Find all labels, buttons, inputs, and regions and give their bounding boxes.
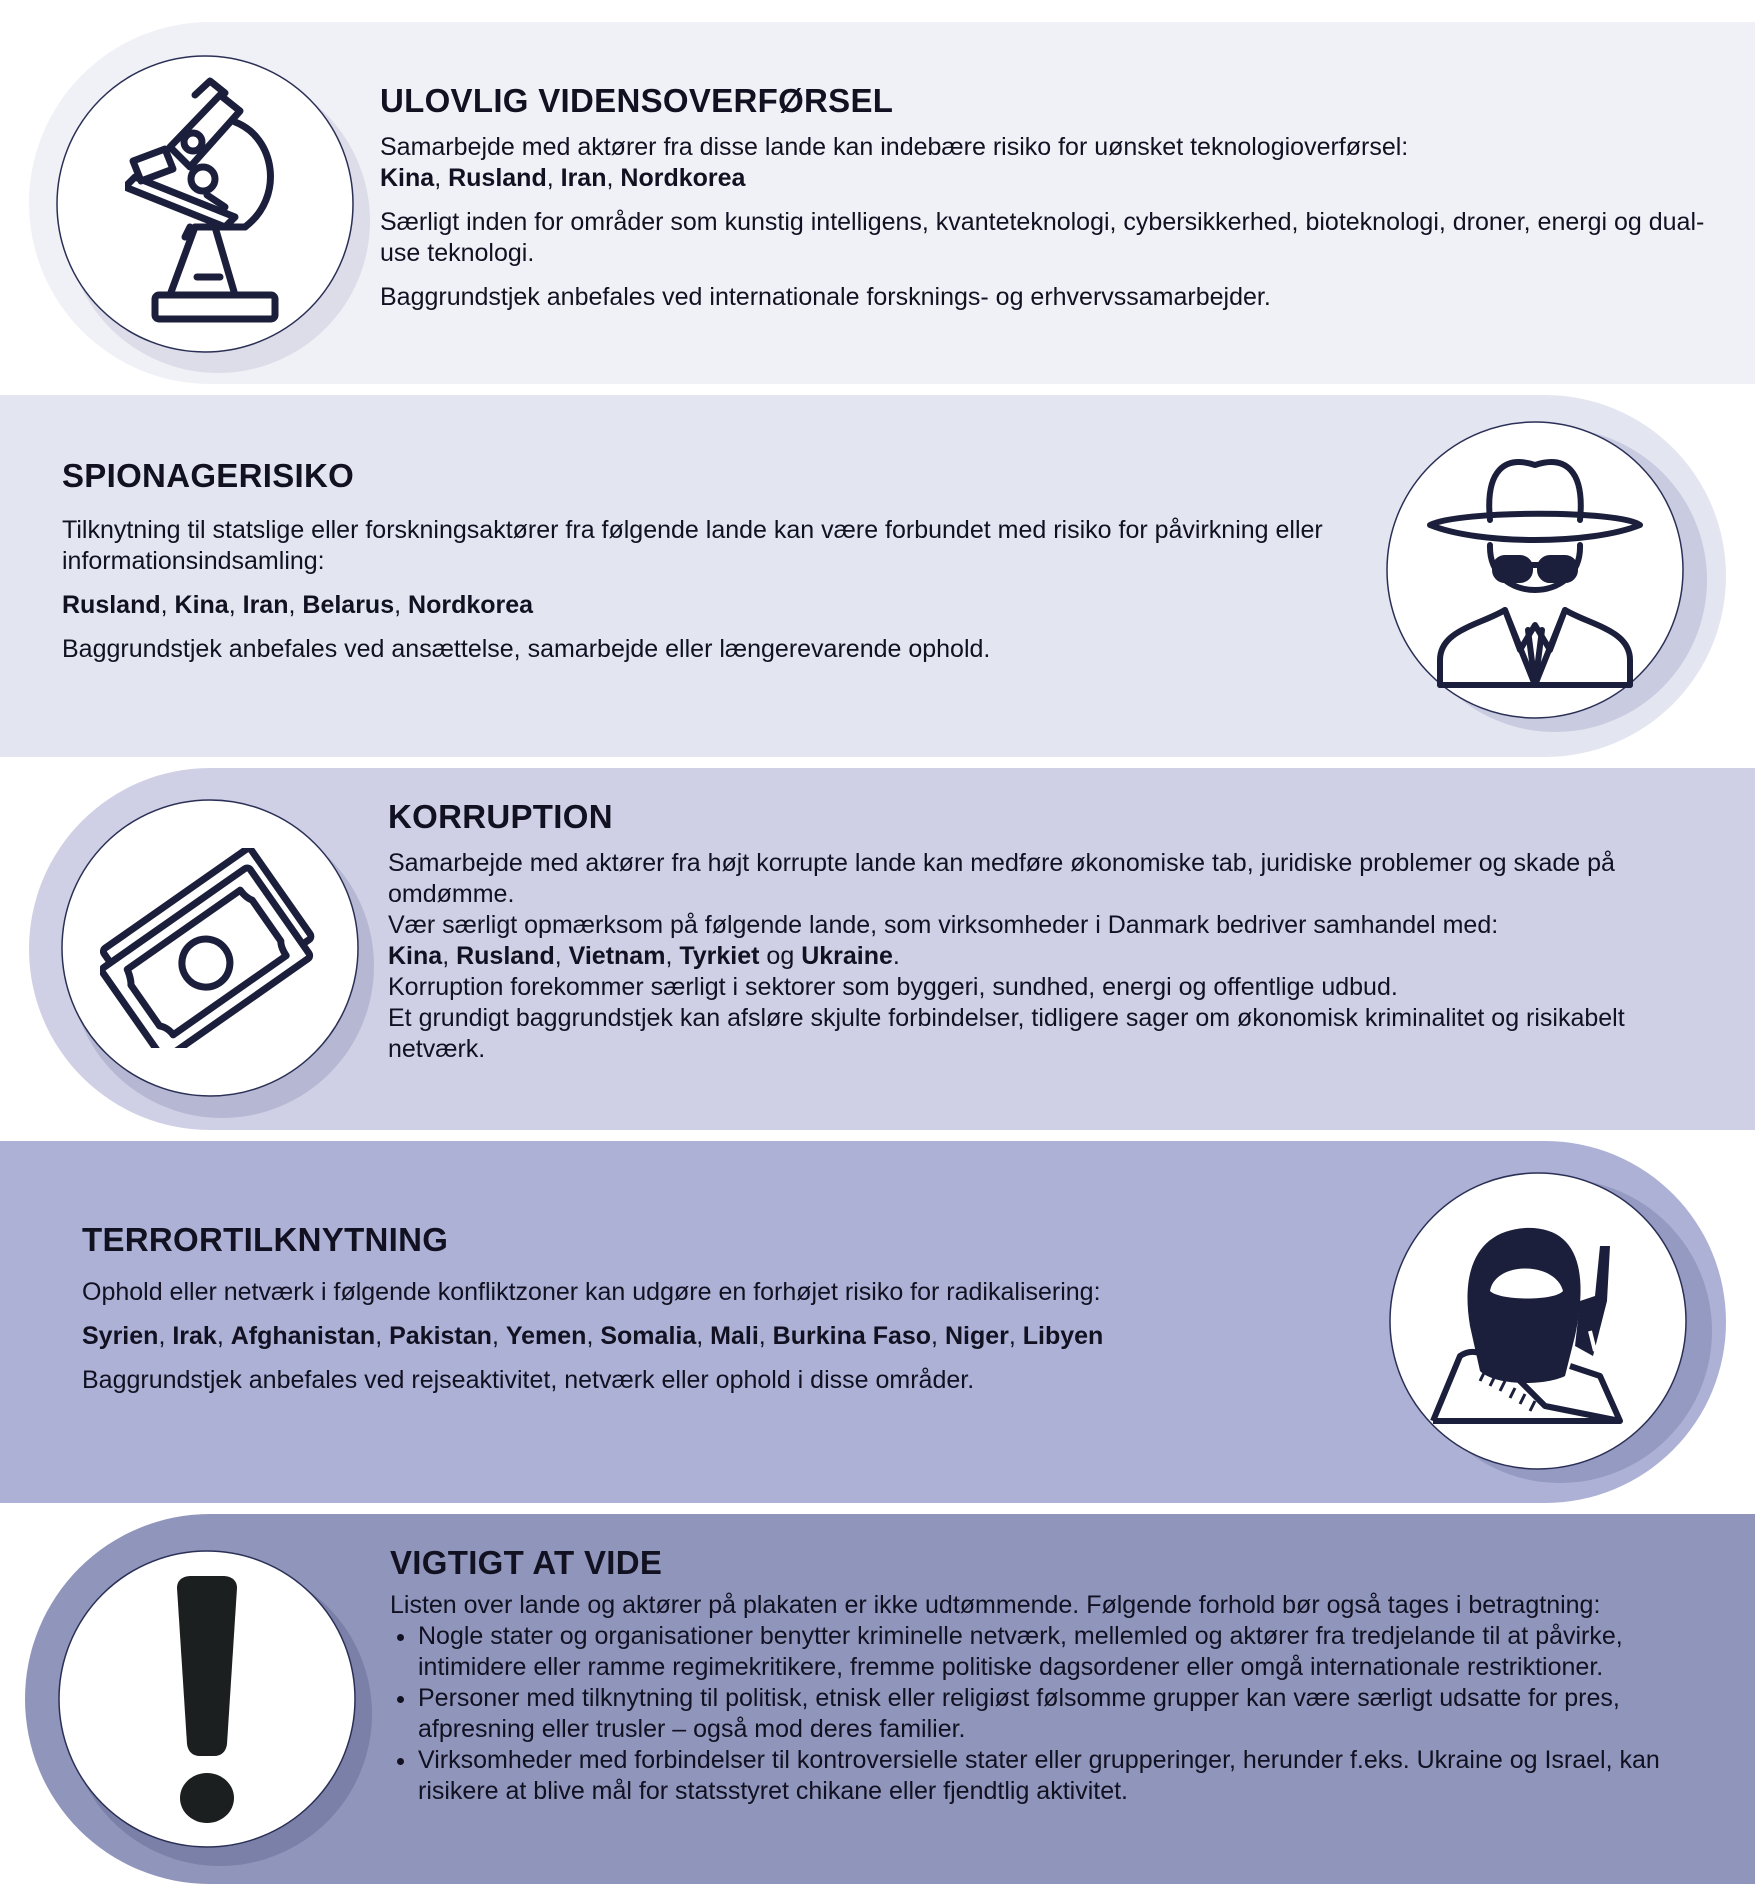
section-paragraph: Baggrundstjek anbefales ved internationale forsknings- og erhvervssamarbejder. bbox=[380, 283, 1271, 311]
section-paragraph: Korruption forekommer særligt i sektorer som byggeri, sundhed, energi og offentlige udbud. bbox=[388, 973, 1398, 1001]
section-paragraph: Baggrundstjek anbefales ved rejseaktivitet, netværk eller ophold i disse områder. bbox=[82, 1366, 975, 1394]
section-paragraph: Baggrundstjek anbefales ved ansættelse, samarbejde eller længerevarende ophold. bbox=[62, 635, 991, 663]
section-espionage bbox=[0, 395, 1755, 757]
section-knowledge-transfer bbox=[0, 22, 1755, 384]
country-name: Rusland bbox=[62, 591, 161, 619]
section-title: TERRORTILKNYTNING bbox=[82, 1221, 449, 1258]
country-list: Rusland, Kina, Iran, Belarus, Nordkorea bbox=[62, 591, 534, 619]
country-name: Rusland bbox=[448, 164, 547, 192]
country-name: Kina bbox=[388, 942, 443, 970]
section-paragraph: Listen over lande og aktører på plakaten er ikke udtømmende. Følgende forhold bør også tages i betragtning: bbox=[390, 1591, 1601, 1619]
list-item: • Nogle stater og organisationer benytter kriminelle netværk, mellemled og aktører fra tredjelande til at påvirke, intimidere eller ramme regimekritikere, fremme politiske dagsordener eller omgå internationale restriktioner. bbox=[418, 1621, 1730, 1683]
country-name: Pakistan bbox=[389, 1322, 492, 1350]
country-name: Vietnam bbox=[568, 942, 666, 970]
section-paragraph: Samarbejde med aktører fra højt korrupte lande kan medføre økonomiske tab, juridiske problemer og skade på omdømme. bbox=[388, 849, 1615, 908]
country-name: Yemen bbox=[505, 1322, 587, 1350]
section-content bbox=[388, 798, 1708, 1065]
country-name: Kina bbox=[380, 164, 435, 192]
country-name: Nordkorea bbox=[620, 164, 746, 192]
section-title: SPIONAGERISIKO bbox=[62, 457, 355, 494]
country-name: Irak bbox=[172, 1322, 217, 1350]
section-content bbox=[62, 457, 1352, 678]
terrorist-icon bbox=[1425, 1206, 1645, 1436]
spy-icon bbox=[1420, 450, 1650, 690]
country-name: Ukraine bbox=[801, 942, 893, 970]
exclamation-icon bbox=[167, 1576, 247, 1826]
section-title: VIGTIGT AT VIDE bbox=[390, 1544, 663, 1581]
country-name: Tyrkiet bbox=[679, 942, 760, 970]
country-name: Iran bbox=[560, 164, 607, 192]
section-terror bbox=[0, 1141, 1755, 1503]
section-paragraph: Et grundigt baggrundstjek kan afsløre skjulte forbindelser, tidligere sager om økonomisk kriminalitet og risikabelt netværk. bbox=[388, 1004, 1625, 1063]
bullet-list bbox=[390, 1621, 1730, 1807]
country-name: Mali bbox=[710, 1322, 759, 1350]
section-paragraph: Tilknytning til statslige eller forskningsaktører fra følgende lande kan være forbundet med risiko for påvirkning eller informationsindsamling: bbox=[62, 516, 1323, 575]
section-important bbox=[0, 1514, 1755, 1884]
list-item: • Personer med tilknytning til politisk, etnisk eller religiøst følsomme grupper kan være særligt udsatte for pres, afpresning eller trusler – også mod deres familier. bbox=[418, 1683, 1730, 1745]
money-icon bbox=[100, 848, 320, 1048]
section-content bbox=[390, 1544, 1730, 1807]
section-title: ULOVLIG VIDENSOVERFØRSEL bbox=[380, 82, 894, 119]
section-title: KORRUPTION bbox=[388, 798, 613, 835]
section-content bbox=[82, 1221, 1382, 1409]
country-name: Niger bbox=[944, 1322, 1009, 1350]
country-name: Burkina Faso bbox=[772, 1322, 932, 1350]
country-name: Rusland bbox=[456, 942, 555, 970]
country-name: Belarus bbox=[302, 591, 395, 619]
section-content bbox=[380, 82, 1710, 326]
country-name: Libyen bbox=[1022, 1322, 1104, 1350]
country-name: Kina bbox=[174, 591, 229, 619]
country-name: Afghanistan bbox=[230, 1322, 376, 1350]
section-paragraph: Ophold eller netværk i følgende konfliktzoner kan udgøre en forhøjet risiko for radikalisering: bbox=[82, 1278, 1101, 1306]
intro-text: Samarbejde med aktører fra disse lande kan indebære risiko for uønsket teknologioverførsel: bbox=[380, 133, 1409, 161]
section-corruption bbox=[0, 768, 1755, 1130]
country-name: Somalia bbox=[600, 1322, 697, 1350]
country-name: Nordkorea bbox=[408, 591, 534, 619]
country-name: Syrien bbox=[82, 1322, 159, 1350]
list-item: • Virksomheder med forbindelser til kontroversielle stater eller grupperinger, herunder f.eks. Ukraine og Israel, kan risikere at blive mål for statsstyret chikane eller fjendtlig aktivitet. bbox=[418, 1745, 1730, 1807]
country-list: Syrien, Irak, Afghanistan, Pakistan, Yemen, Somalia, Mali, Burkina Faso, Niger, Libyen bbox=[82, 1322, 1104, 1350]
section-paragraph: Vær særligt opmærksom på følgende lande, som virksomheder i Danmark bedriver samhandel med: bbox=[388, 911, 1499, 939]
microscope-icon bbox=[125, 77, 295, 327]
section-paragraph: Samarbejde med aktører fra disse lande kan indebære risiko for uønsket teknologioverførsel: Kina, Rusland, Iran, Nordkorea bbox=[380, 133, 1409, 192]
section-paragraph: Særligt inden for områder som kunstig intelligens, kvanteteknologi, cybersikkerhed, bioteknologi, droner, energi og dual-use teknologi. bbox=[380, 208, 1705, 267]
country-list: Kina, Rusland, Vietnam, Tyrkiet og Ukraine. bbox=[388, 942, 900, 970]
country-name: Iran bbox=[242, 591, 289, 619]
